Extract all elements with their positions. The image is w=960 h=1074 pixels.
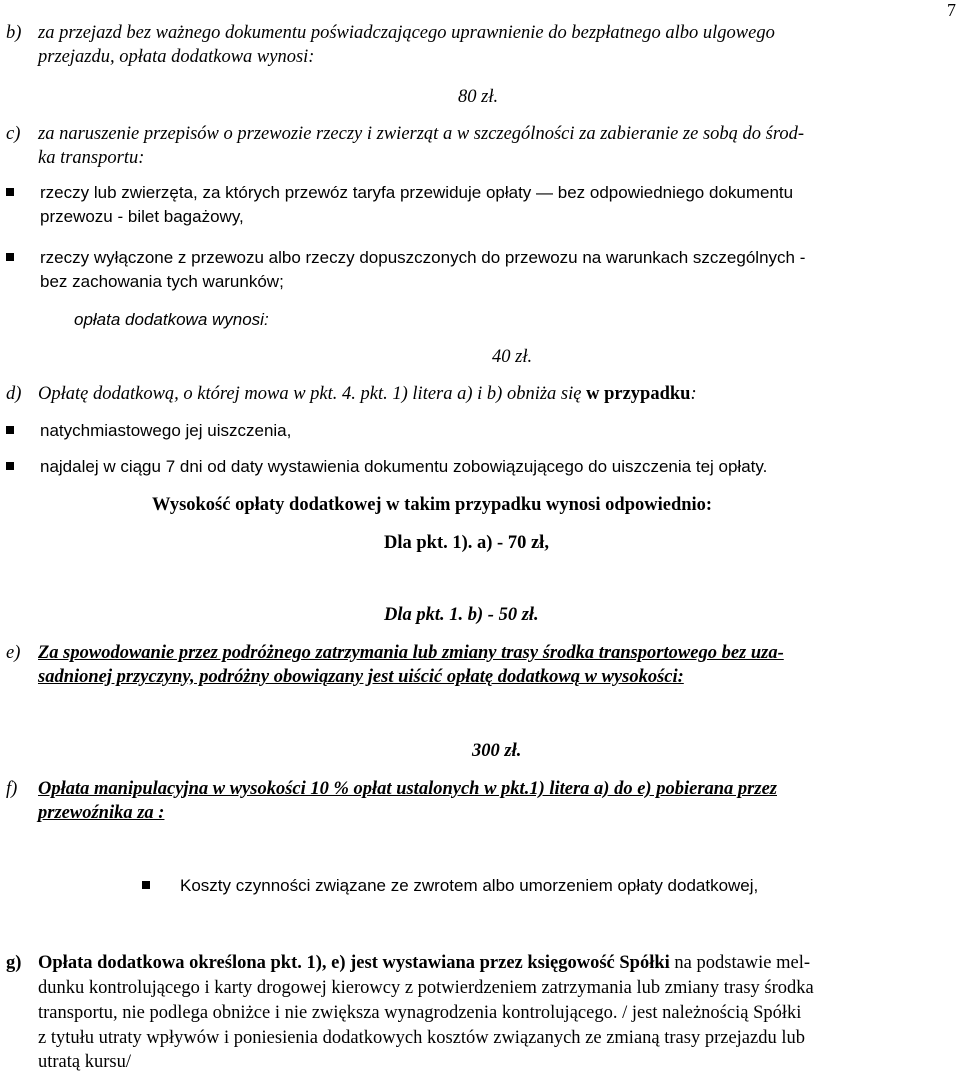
bullet-square-icon bbox=[6, 462, 14, 470]
item-b-amount: 80 zł. bbox=[458, 87, 499, 107]
item-b-line1: za przejazd bez ważnego dokumentu poświadczającego uprawnienie do bezpłatnego albo ulgowego bbox=[38, 23, 775, 43]
item-c-line1: za naruszenie przepisów o przewozie rzeczy i zwierząt a w szczególności za zabieranie ze sobą do środ- bbox=[38, 124, 805, 144]
item-b-line2: przejazdu, opłata dodatkowa wynosi: bbox=[38, 47, 315, 67]
item-c-bullet2-line1: rzeczy wyłączone z przewozu albo rzeczy dopuszczonych do przewozu na warunkach szczególnych - bbox=[40, 248, 806, 267]
item-d-reduced-b: Dla pkt. 1. b) - 50 zł. bbox=[384, 605, 539, 625]
item-d-bullet1: natychmiastowego jej uiszczenia, bbox=[40, 421, 292, 440]
bullet-square-icon bbox=[6, 253, 14, 261]
item-c-bullet1-line2: przewozu - bilet bagażowy, bbox=[40, 207, 244, 226]
item-d-reduced-heading: Wysokość opłaty dodatkowej w takim przypadku wynosi odpowiednio: bbox=[152, 495, 713, 515]
item-c-fee-label: opłata dodatkowa wynosi: bbox=[74, 310, 269, 329]
item-g-line1-normal: na podstawie mel- bbox=[669, 953, 811, 973]
item-e-line1: Za spowodowanie przez podróżnego zatrzymania lub zmiany trasy środka transportowego bez uza- bbox=[38, 643, 784, 663]
item-c-marker: c) bbox=[6, 124, 21, 144]
item-d-text bbox=[38, 383, 697, 405]
item-c-line2: ka transportu: bbox=[38, 148, 145, 168]
bullet-square-icon bbox=[142, 881, 150, 889]
item-g-line3: transportu, nie podlega obniżce i nie zwiększa wynagrodzenia kontrolującego. / jest należnością Spółki bbox=[38, 1003, 802, 1023]
item-e-amount: 300 zł. bbox=[472, 741, 522, 761]
item-d-text-italic: Opłatę dodatkową, o której mowa w pkt. 4. pkt. 1) litera a) i b) obniża się bbox=[38, 384, 582, 404]
bullet-square-icon bbox=[6, 188, 14, 196]
item-g-line1-bold: Opłata dodatkowa określona pkt. 1), e) jest wystawiana przez księgowość Spółki bbox=[38, 953, 670, 973]
item-d-text-bold: w przypadku bbox=[581, 384, 691, 404]
item-d-marker: d) bbox=[6, 384, 22, 404]
item-d-reduced-a: Dla pkt. 1). a) - 70 zł, bbox=[384, 533, 549, 553]
item-f-line2: przewoźnika za : bbox=[38, 803, 165, 823]
item-g-line4: z tytułu utraty wpływów i poniesienia dodatkowych kosztów związanych ze zmianą trasy przejazdu lub bbox=[38, 1028, 805, 1048]
item-g-line5: utratą kursu/ bbox=[38, 1052, 131, 1072]
item-g-line1 bbox=[38, 952, 810, 974]
item-c-bullet2-line2: bez zachowania tych warunków; bbox=[40, 272, 284, 291]
item-c-bullet1-line1: rzeczy lub zwierzęta, za których przewóz taryfa przewiduje opłaty — bez odpowiedniego dokumentu bbox=[40, 183, 794, 202]
item-f-line1: Opłata manipulacyjna w wysokości 10 % opłat ustalonych w pkt.1) litera a) do e) pobierana przez bbox=[38, 779, 777, 799]
bullet-square-icon bbox=[6, 426, 14, 434]
item-d-bullet2: najdalej w ciągu 7 dni od daty wystawienia dokumentu zobowiązującego do uiszczenia tej opłaty. bbox=[40, 457, 768, 476]
item-f-marker: f) bbox=[6, 779, 18, 799]
item-g-line2: dunku kontrolującego i karty drogowej kierowcy z potwierdzeniem zatrzymania lub zmiany trasy środka bbox=[38, 978, 814, 998]
item-e-line2: sadnionej przyczyny, podróżny obowiązany jest uiścić opłatę dodatkową w wysokości: bbox=[38, 667, 684, 687]
item-f-bullet1: Koszty czynności związane ze zwrotem albo umorzeniem opłaty dodatkowej, bbox=[180, 876, 759, 895]
item-b-marker: b) bbox=[6, 23, 22, 43]
item-g-marker: g) bbox=[6, 953, 22, 973]
item-e-marker: e) bbox=[6, 643, 21, 663]
item-c-amount: 40 zł. bbox=[492, 347, 533, 367]
page-number: 7 bbox=[947, 0, 956, 20]
item-d-text-end: : bbox=[690, 384, 697, 404]
